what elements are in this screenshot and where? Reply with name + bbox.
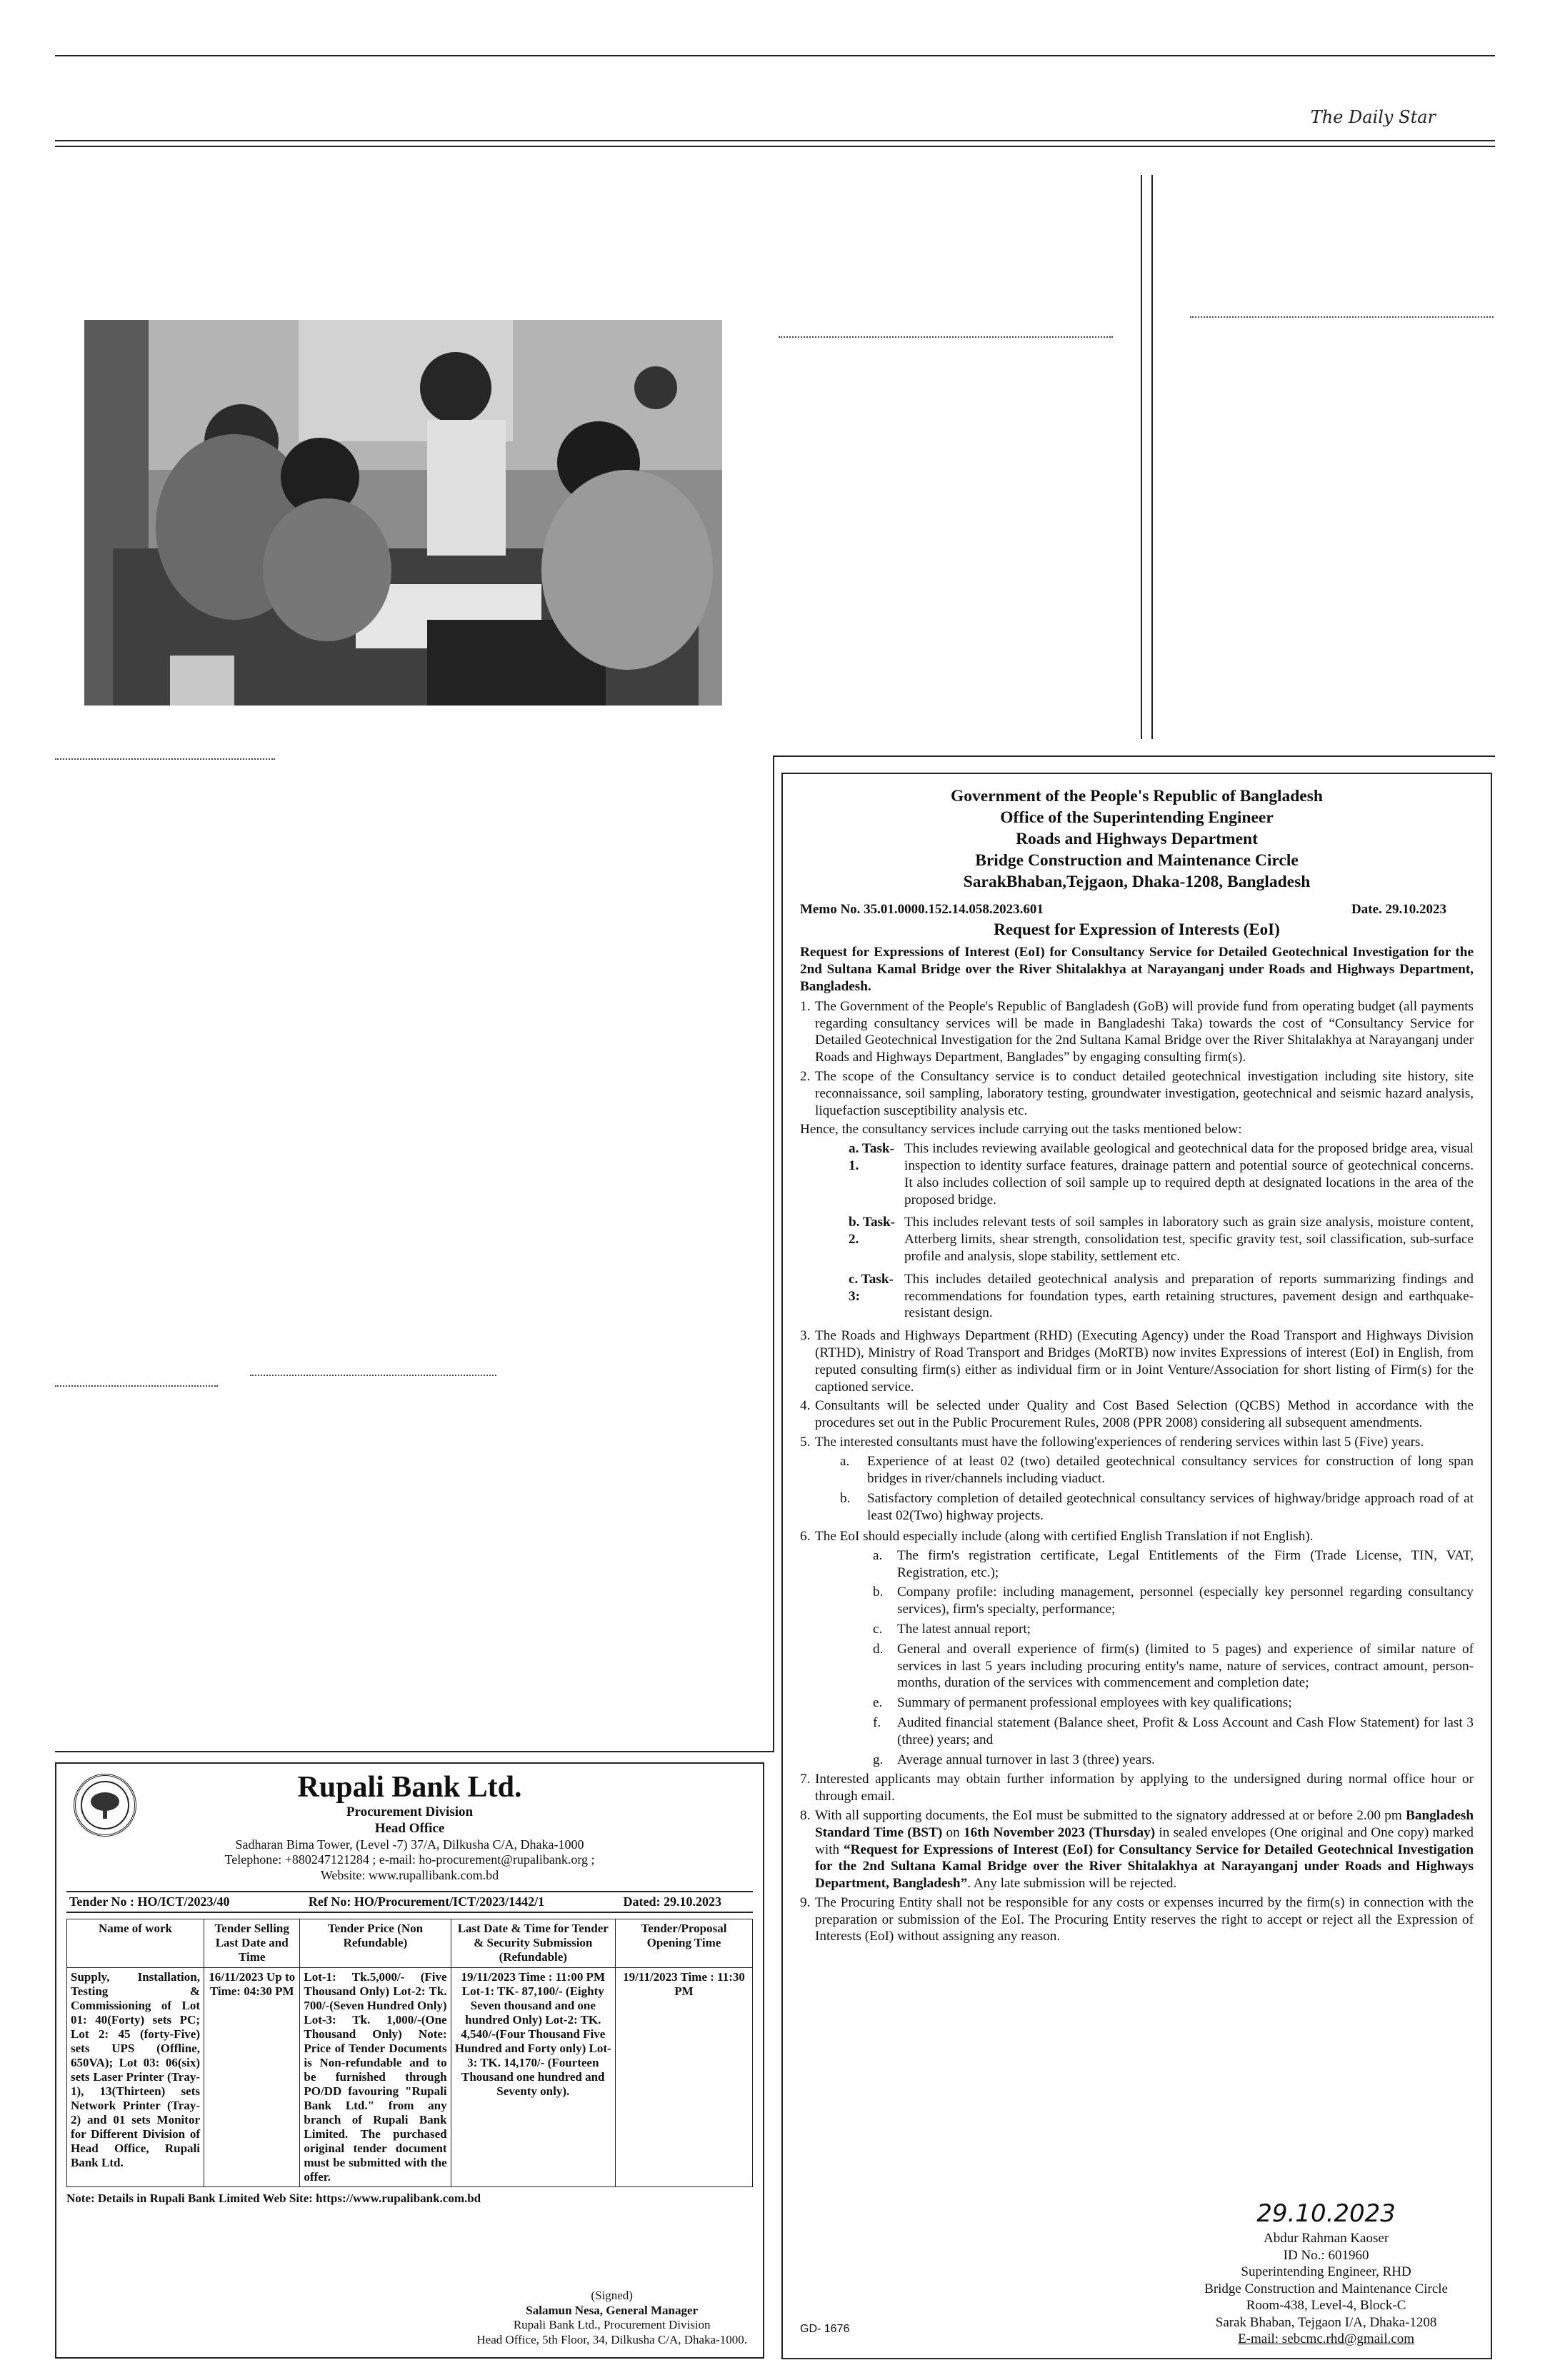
separator [250, 1375, 496, 1376]
tree-icon [80, 1780, 130, 1830]
eoi-paragraph-9: 9. The Procuring Entity shall not be responsible for any costs or expenses incurred by the firm(s) in connection with the preparation or submission of the EoI. The Procuring Entity reserves the right to accept or reject all the Expression of Interests (EoI) without assigning any reason. [800, 1894, 1474, 1944]
table-cell: Supply, Installation, Testing & Commissioning of Lot 01: 40(Forty) sets PC; Lot 2: 45 (forty-Five) sets UPS (Offline, 650VA); Lot 03: 06(six) sets Laser Printer (Tray-1), 13(Thirteen) sets Network Printer (Tray-2) and 01 sets Monitor for Different Division of Head Office, Rupali Bank Ltd. [67, 1967, 204, 2187]
rupali-header [66, 1771, 753, 1884]
eoi-paragraph-2: 2. The scope of the Consultancy service is to conduct detailed geotechnical investigation including site history, site reconnaissance, soil sampling, laboratory testing, groundwater investigation, geotechnical and seismic hazard analysis, liquefaction susceptibility analysis etc. [800, 1069, 1474, 1118]
tender-reference-row [66, 1891, 753, 1913]
bank-division: Procurement Division [346, 1804, 474, 1820]
tender-note: Note: Details in Rupali Bank Limited Web Site: https://www.rupalibank.com.bd [66, 2191, 481, 2206]
task-item: a. Task-1. This includes reviewing available geological and geotechnical data for the proposed bridge area, visual inspection to identity surface features, drainage pattern and potential source of geotechnical concerns. It also includes collection of soil sample up to required depth at designated locations in the area of the proposed bridge. [849, 1141, 1474, 1207]
eoi-paragraph-4: 4. Consultants will be selected under Quality and Cost Based Selection (QCBS) Method in accordance with the procedures set out in the Public Procurement Rules, 2008 (PPR 2008) considering all subsequent amendments. [800, 1398, 1474, 1431]
bank-office: Head Office [374, 1821, 445, 1837]
section-rule-right [773, 755, 1495, 757]
memo-row [800, 901, 1474, 918]
eoi-paragraph-8: 8. With all supporting documents, the EoI must be submitted to the signatory addressed at or before 2.00 pm Bangladesh Standard Time (BST) on 16th November 2023 (Thursday) in sealed envelopes (One original and One copy) marked with “Request for Expressions of Interest (EoI) for Consultancy Service for Detailed Geotechnical Investigation for the 2nd Sultana Kamal Bridge over the River Shitalakhya at Narayanganj under Roads and Highways Department, Bangladesh”. Any late submission will be rejected. [800, 1807, 1474, 1892]
signed-line: (Signed) [591, 2289, 633, 2303]
signatory-line: Room-438, Level-4, Block-C [1246, 2298, 1406, 2314]
separator [1190, 316, 1494, 318]
gd-number: GD- 1676 [800, 2323, 850, 2336]
table-row [67, 1967, 753, 2187]
top-rule [55, 55, 1495, 56]
signatory-email[interactable]: E-mail: sebcmc.rhd@gmail.com [1238, 2331, 1415, 2347]
signed-line: Head Office, 5th Floor, 34, Dilkusha C/A, Dhaka-1000. [476, 2332, 747, 2346]
table-cell: 19/11/2023 Time : 11:30 PM [615, 1967, 752, 2187]
separator [55, 1385, 218, 1387]
masthead-rule-1 [55, 140, 1495, 141]
signatory-line: Sarak Bhaban, Tejgaon I/A, Dhaka-1208 [1215, 2314, 1437, 2330]
bank-logo-icon [74, 1774, 136, 1837]
separator [55, 758, 275, 760]
eoi-paragraph-7: 7. Interested applicants may obtain further information by applying to the undersigned during normal office hour or through email. [800, 1772, 1474, 1804]
column-rule-1 [1141, 175, 1142, 739]
tender-date: Dated: 29.10.2023 [623, 1894, 721, 1909]
experience-item: a. Experience of at least 02 (two) detailed geotechnical consultancy services for construction of long span bridges in river/channels including viaduct. [840, 1453, 1474, 1486]
signatory-line: Bridge Construction and Maintenance Circle [1204, 2281, 1448, 2296]
eoi-header-line: SarakBhaban,Tejgaon, Dhaka-1208, Bangladesh [963, 873, 1311, 892]
eoi-header [800, 785, 1474, 893]
reference-number: Ref No: HO/Procurement/ICT/2023/1442/1 [308, 1894, 545, 1909]
eoi-content-item: c. The latest annual report; [873, 1621, 1031, 1637]
signed-line: Salamun Nesa, General Manager [526, 2303, 699, 2317]
bank-address: Sadharan Bima Tower, (Level -7) 37/A, Dilkusha C/A, Dhaka-1000 [235, 1837, 584, 1852]
table-cell: 16/11/2023 Up to Time: 04:30 PM [204, 1967, 300, 2187]
table-cell: Lot-1: Tk.5,000/- (Five Thousand Only) Lot-2: Tk. 700/-(Seven Hundred Only) Lot-3: Tk. 1,000/-(One Thousand Only) Note: Price of Tender Documents is Non-refundable and to be furnished through PO/DD favouring "Rupali Bank Ltd." from any branch of Rupali Bank Limited. The purchased original tender document must be submitted with the offer. [300, 1967, 451, 2187]
bank-name: Rupali Bank Ltd. [297, 1771, 522, 1804]
rupali-signature-block [476, 2289, 747, 2347]
eoi-content-item: e. Summary of permanent professional employees with key qualifications; [873, 1695, 1292, 1711]
table-header-row [67, 1919, 753, 1967]
eoi-paragraph-5: 5. The interested consultants must have the following'experiences of rendering services within last 5 (Five) years. [800, 1434, 1424, 1450]
eoi-content-item: d. General and overall experience of firm(s) (limited to 5 pages) and experience of similar nature of services in last 5 years including procuring entity's name, nature of services, contract amount, person-months, duration of the services with commencement and completion date; [873, 1641, 1474, 1691]
column-rule-3 [773, 757, 774, 1752]
eoi-notice [781, 773, 1492, 2359]
masthead-logo: The Daily Star [1310, 107, 1436, 127]
memo-date: Date. 29.10.2023 [1351, 902, 1446, 918]
column-header: Last Date & Time for Tender & Security Submission (Refundable) [451, 1919, 615, 1967]
eoi-signature-block [1204, 2199, 1448, 2348]
task-item: c. Task-3: This includes detailed geotechnical analysis and preparation of reports summarizing findings and recommendations for foundation types, earth retaining structures, pavement design and earthquake-resistant design. [849, 1271, 1474, 1321]
eoi-intro: Request for Expressions of Interest (EoI) for Consultancy Service for Detailed Geotechnical Investigation for the 2nd Sultana Kamal Bridge over the River Shitalakhya at Narayanganj under Roads and Highways Department, Bangladesh. [800, 945, 1474, 995]
table-cell: 19/11/2023 Time : 11:00 PM Lot-1: TK- 87,100/- (Eighty Seven thousand and one hundred Only) Lot-2: TK. 4,540/-(Four Thousand Five Hundred and Forty only) Lot-3: TK. 14,170/- (Fourteen Thousand one hundred and Seventy only). [451, 1967, 615, 2187]
column-header: Tender/Proposal Opening Time [615, 1919, 752, 1967]
signatory-line: ID No.: 601960 [1283, 2247, 1369, 2263]
handwritten-signature-date: 29.10.2023 [1256, 2199, 1396, 2229]
masthead-rule-2 [55, 146, 1495, 147]
eoi-title: Request for Expression of Interests (EoI) [994, 920, 1280, 938]
bank-website[interactable]: Website: www.rupallibank.com.bd [320, 1868, 499, 1883]
column-header: Tender Selling Last Date and Time [204, 1919, 300, 1967]
eoi-content-item: f. Audited financial statement (Balance sheet, Profit & Loss Account and Cash Flow Statement) for last 3 (three) years; and [873, 1714, 1474, 1747]
signatory-line: Abdur Rahman Kaoser [1263, 2231, 1389, 2246]
eoi-header-line: Roads and Highways Department [1016, 830, 1258, 849]
eoi-content-item: a. The firm's registration certificate, Legal Entitlements of the Firm (Trade License, TIN, VAT, Registration, etc.); [873, 1547, 1474, 1580]
section-rule-bottom [55, 1751, 773, 1752]
eoi-content-item: b. Company profile: including management, personnel (especially key personnel regarding consultancy services), firm's specialty, performance; [873, 1585, 1474, 1617]
signatory-line: Superintending Engineer, RHD [1241, 2264, 1411, 2280]
column-header: Tender Price (Non Refundable) [300, 1919, 451, 1967]
eoi-content-item: g. Average annual turnover in last 3 (three) years. [873, 1752, 1155, 1767]
signed-line: Rupali Bank Ltd., Procurement Division [513, 2318, 711, 2332]
eoi-paragraph-1: 1. The Government of the People's Republic of Bangladesh (GoB) will provide fund from operating budget (all payments regarding consultancy services will be made in Bangladeshi Taka) towards the cost of “Consultancy Service for Detailed Geotechnical Investigation for the 2nd Sultana Kamal Bridge over the River Shitalakhya at Narayanganj under Roads and Highways Department, Banglades” by engaging consulting firm(s). [800, 998, 1474, 1065]
column-header: Name of work [67, 1919, 204, 1967]
eoi-header-line: Office of the Superintending Engineer [1000, 808, 1274, 828]
experience-item: b. Satisfactory completion of detailed geotechnical consultancy services of highway/bridge approach road of at least 02(Two) highway projects. [840, 1491, 1474, 1524]
classroom-photo-image [84, 320, 722, 706]
eoi-paragraph-2b: Hence, the consultancy services include carrying out the tasks mentioned below: [800, 1122, 1242, 1138]
separator [779, 336, 1113, 338]
eoi-paragraph-3: 3. The Roads and Highways Department (RHD) (Executing Agency) under the Road Transport and Highways Division (RTHD), Ministry of Road Transport and Bridges (MoRTB) now invites Expressions of interest (EoI) in English, from reputed consulting firm(s) either as individual firm or in Joint Venture/Association for short listing of Firm(s) for the captioned service. [800, 1328, 1474, 1395]
column-rule-2 [1151, 175, 1153, 739]
classroom-photo [84, 320, 722, 706]
eoi-header-line: Bridge Construction and Maintenance Circle [975, 851, 1299, 870]
task-item: b. Task-2. This includes relevant tests of soil samples in laboratory such as grain size analysis, moisture content, Atterberg limits, shear strength, consolidation test, specific gravity test, soil classification, sub-surface profile and analysis, slope stability, settlement etc. [849, 1215, 1474, 1264]
eoi-header-line: Government of the People's Republic of Bangladesh [951, 787, 1323, 805]
rupali-tender-notice [55, 1762, 764, 2359]
tender-number: Tender No : HO/ICT/2023/40 [69, 1894, 230, 1909]
bank-contact: Telephone: +880247121284 ; e-mail: ho-procurement@rupalibank.org ; [224, 1852, 595, 1867]
eoi-paragraph-6: 6. The EoI should especially include (along with certified English Translation if not English). [800, 1528, 1314, 1544]
tender-table [66, 1919, 753, 2187]
memo-number: Memo No. 35.01.0000.152.14.058.2023.601 [800, 902, 1044, 918]
